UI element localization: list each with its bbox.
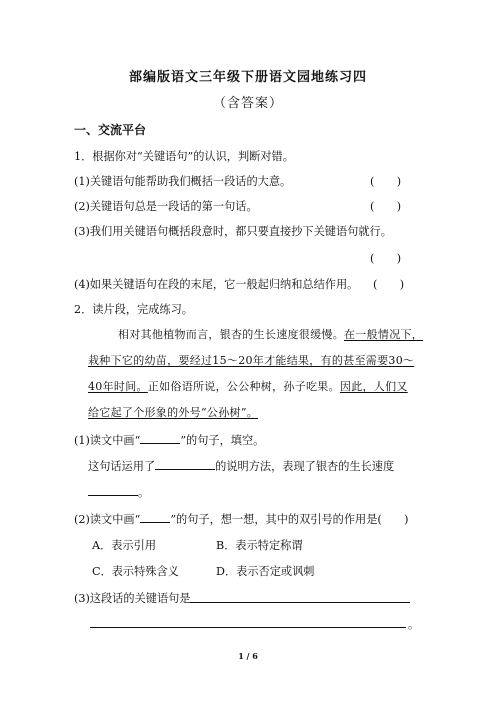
- q1-answer-paren-1[interactable]: ( ): [370, 175, 402, 188]
- q2-sub1-fill-line-2: [88, 484, 149, 500]
- q2-sub1-period: 。: [138, 486, 150, 499]
- q1-answer-paren-3[interactable]: ( ): [370, 252, 402, 265]
- passage-line-3: [88, 378, 408, 394]
- passage-line-1: [118, 326, 423, 342]
- q2-sub2: [74, 511, 409, 527]
- key-sentence-blank-2[interactable]: [90, 626, 406, 628]
- q2-sub2-text-b: ”的句子，想一想，其中的双引号的作用是( ): [170, 513, 409, 526]
- option-d[interactable]: D．表示否定或讽刺: [216, 565, 315, 578]
- passage-line-4: 给它起了个形象的外号“公孙树”。: [88, 406, 259, 419]
- passage-sentence-proverb: 正如俗语所说，公公种树，孙子吃果。: [147, 380, 340, 393]
- q1-item-1: (1)关键语句能帮助我们概括一段话的大意。: [74, 175, 292, 188]
- q2-sub1: [74, 432, 264, 448]
- q2-sub2-text-a: (2)读文中画“: [74, 513, 141, 526]
- option-c[interactable]: C．表示特殊含义: [92, 565, 179, 578]
- option-b[interactable]: B．表示特定称谓: [216, 539, 303, 552]
- page-number: 1 / 6: [238, 651, 258, 661]
- q1-stem: 1．根据你对“关键语句”的认识，判断对错。: [74, 150, 294, 163]
- passage-underlined-3: 40年时间。: [88, 380, 148, 393]
- q2-sub1-fill-line: [88, 458, 394, 474]
- q1-item-2: (2)关键语句总是一段话的第一句话。: [74, 200, 258, 213]
- q1-answer-paren-2[interactable]: ( ): [370, 200, 402, 213]
- q2-sub1-text-b: ”的句子，填空。: [180, 434, 265, 447]
- speed-blank[interactable]: [88, 484, 138, 496]
- option-a[interactable]: A．表示引用: [92, 539, 157, 552]
- q1-item-3: (3)我们用关键语句概括段意时，都只要直接抄下关键语句就行。: [74, 225, 392, 238]
- q2-stem: 2．读片段，完成练习。: [74, 303, 193, 316]
- method-blank[interactable]: [155, 458, 215, 470]
- q2-sub1-text-a: (1)读文中画“: [74, 434, 141, 447]
- wavy-line-sample: [140, 511, 170, 523]
- passage-line-2: 栽种下它的幼苗，要经过15～20年才能结果，有的甚至需要30～: [88, 354, 415, 367]
- underline-sample: [140, 432, 180, 444]
- q1-item-4: (4)如果关键语句在段的末尾，它一般起归纳和总结作用。: [74, 278, 359, 291]
- section-heading: 一、交流平台: [74, 123, 147, 137]
- document-title: 部编版语文三年级下册语文园地练习四: [128, 70, 367, 85]
- q2-sub1-fill-text-b: 的说明方法，表现了银杏的生长速度: [215, 460, 395, 473]
- passage-underlined-4: 因此，人们又: [339, 380, 408, 393]
- key-sentence-blank-1[interactable]: [190, 601, 410, 603]
- q2-sub3-period: 。: [408, 618, 420, 631]
- passage-underlined-2: 在一般情况下，: [344, 328, 424, 341]
- q2-sub1-fill-text-a: 这句话运用了: [88, 460, 156, 473]
- passage-sentence-1: 相对其他植物而言，银杏的生长速度很缓慢。: [118, 328, 344, 341]
- q1-answer-paren-4[interactable]: ( ): [373, 278, 405, 291]
- q2-sub3: (3)这段话的关键语句是: [74, 592, 191, 605]
- document-subtitle: （含答案）: [212, 96, 283, 111]
